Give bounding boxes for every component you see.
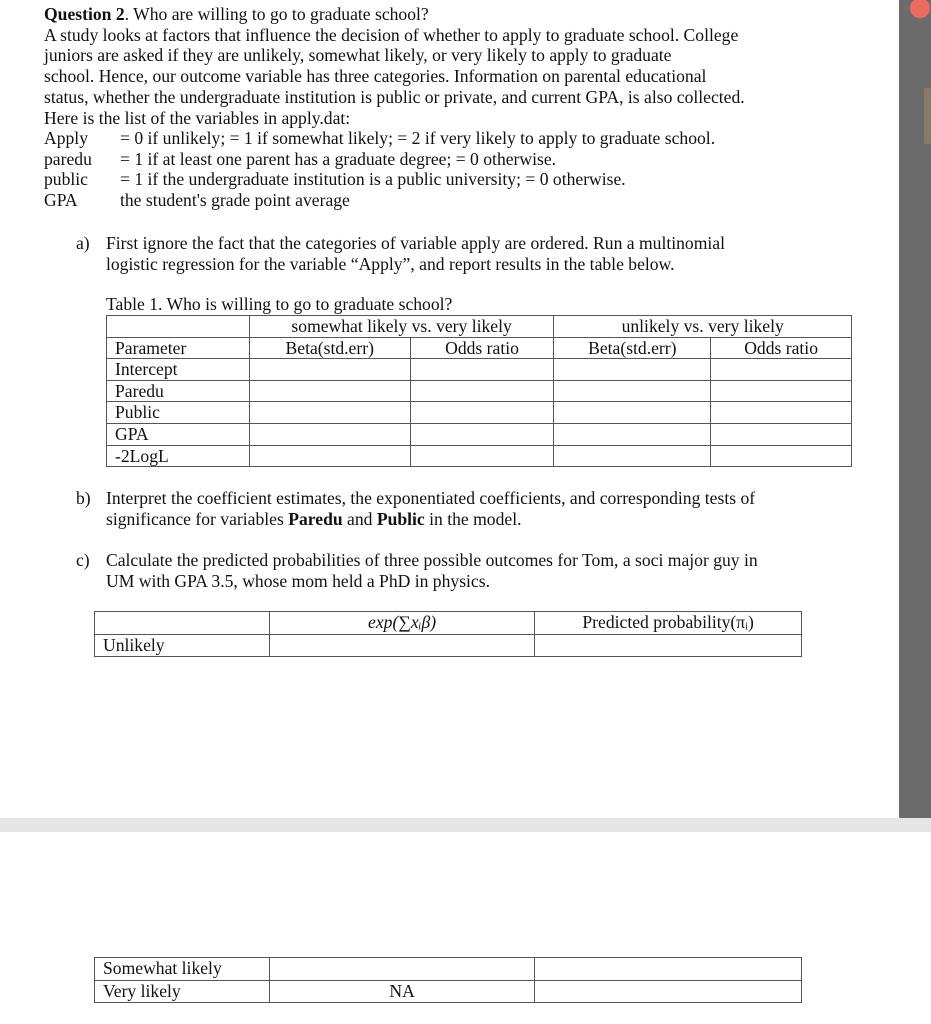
answer-cell[interactable] <box>249 445 410 467</box>
bold-paredu: Paredu <box>288 508 343 529</box>
col-header-odds: Odds ratio <box>711 337 852 359</box>
answer-cell[interactable] <box>554 445 711 467</box>
intro-line: Here is the list of the variables in apply.dat: <box>44 107 351 128</box>
group-header-somewhat: somewhat likely vs. very likely <box>249 316 554 338</box>
part-b-line: Interpret the coefficient estimates, the exponentiated coefficients, and corresponding tests of <box>106 488 756 508</box>
intro-line: school. Hence, our outcome variable has three categories. Information on parental educational <box>44 66 707 87</box>
part-a-line: First ignore the fact that the categories of variable apply are ordered. Run a multinomial <box>106 233 725 253</box>
variable-row <box>44 149 864 170</box>
answer-cell[interactable] <box>535 980 802 1003</box>
part-c-letter: c) <box>76 550 90 570</box>
intro-line: status, whether the undergraduate institution is public or private, and current GPA, is also collected. <box>44 86 745 107</box>
part-a-letter: a) <box>76 233 90 253</box>
part-c-line: UM with GPA 3.5, whose mom held a PhD in physics. <box>106 570 490 591</box>
table1-empty-cell <box>107 316 250 338</box>
part-a-line: logistic regression for the variable “Apply”, and report results in the table below. <box>106 253 675 274</box>
variable-name: Apply <box>44 128 88 148</box>
table-row <box>107 445 852 467</box>
answer-cell[interactable] <box>535 958 802 981</box>
part-a <box>76 233 866 274</box>
table-row <box>95 958 802 981</box>
question-intro <box>44 4 864 128</box>
answer-cell[interactable] <box>554 359 711 381</box>
variable-desc: = 1 if at least one parent has a graduate degree; = 0 otherwise. <box>120 148 557 169</box>
variable-row <box>44 169 864 190</box>
answer-cell[interactable] <box>711 402 852 424</box>
question-title: Question 2. Who are willing to go to graduate school? <box>44 4 429 24</box>
group-header-unlikely: unlikely vs. very likely <box>554 316 852 338</box>
variable-row <box>44 190 864 211</box>
intro-line: juniors are asked if they are unlikely, somewhat likely, or very likely to apply to graduate <box>44 45 672 66</box>
part-b-letter: b) <box>76 488 91 508</box>
intro-line: A study looks at factors that influence the decision of whether to apply to graduate school. College <box>44 24 739 45</box>
table-row <box>107 359 852 381</box>
variable-name: paredu <box>44 148 92 169</box>
prediction-header-row <box>95 612 802 635</box>
answer-cell[interactable] <box>711 445 852 467</box>
col-header-beta: Beta(std.err) <box>554 337 711 359</box>
page-separator <box>0 818 931 832</box>
question-title-bold: Question 2 <box>44 4 125 24</box>
na-cell: NA <box>269 980 535 1003</box>
answer-cell[interactable] <box>535 634 802 657</box>
part-b <box>76 488 866 529</box>
header-exp-sum: exp(∑xᵢβ) <box>269 612 535 635</box>
answer-cell[interactable] <box>249 423 410 445</box>
variable-desc: = 0 if unlikely; = 1 if somewhat likely; = 2 if very likely to apply to graduate school. <box>120 128 716 148</box>
answer-cell[interactable] <box>711 423 852 445</box>
variable-row <box>44 128 864 149</box>
prediction-table-continued <box>94 957 802 1003</box>
answer-cell[interactable] <box>249 380 410 402</box>
variable-list <box>44 128 864 211</box>
prediction-empty-cell <box>95 612 270 635</box>
variable-desc: = 1 if the undergraduate institution is a public university; = 0 otherwise. <box>120 169 626 190</box>
row-label: Very likely <box>95 980 270 1003</box>
row-label: Public <box>107 402 250 424</box>
answer-cell[interactable] <box>269 634 535 657</box>
table-row <box>107 423 852 445</box>
table-row <box>95 634 802 657</box>
row-label: Unlikely <box>95 634 270 657</box>
part-c-line: Calculate the predicted probabilities of three possible outcomes for Tom, a soci major guy in <box>106 550 758 570</box>
part-c <box>76 550 866 591</box>
col-header-odds: Odds ratio <box>410 337 554 359</box>
answer-cell[interactable] <box>249 359 410 381</box>
table-row <box>107 380 852 402</box>
row-label: GPA <box>107 423 250 445</box>
bold-public: Public <box>376 508 425 529</box>
header-predicted-probability: Predicted probability(πᵢ) <box>535 612 802 635</box>
table1-column-header-row <box>107 337 852 359</box>
answer-cell[interactable] <box>410 423 554 445</box>
row-label: Intercept <box>107 359 250 381</box>
thumbnail-preview[interactable] <box>924 88 931 144</box>
answer-cell[interactable] <box>711 380 852 402</box>
regression-table <box>106 315 852 467</box>
variable-desc: the student's grade point average <box>120 190 350 211</box>
table1-caption: Table 1. Who is willing to go to graduate school? <box>106 294 453 314</box>
variable-name: GPA <box>44 190 78 211</box>
answer-cell[interactable] <box>269 958 535 981</box>
part-b-line: significance for variables Paredu and Public in the model. <box>106 508 522 529</box>
table1-group-header-row <box>107 316 852 338</box>
answer-cell[interactable] <box>554 423 711 445</box>
table-row <box>107 402 852 424</box>
answer-cell[interactable] <box>410 445 554 467</box>
answer-cell[interactable] <box>554 402 711 424</box>
row-label: Somewhat likely <box>95 958 270 981</box>
col-header-parameter: Parameter <box>107 337 250 359</box>
answer-cell[interactable] <box>249 402 410 424</box>
prediction-table <box>94 611 802 657</box>
variable-name: public <box>44 169 88 190</box>
answer-cell[interactable] <box>410 402 554 424</box>
row-label: Paredu <box>107 380 250 402</box>
answer-cell[interactable] <box>711 359 852 381</box>
answer-cell[interactable] <box>410 359 554 381</box>
row-label: -2LogL <box>107 445 250 467</box>
table-row <box>95 980 802 1003</box>
answer-cell[interactable] <box>554 380 711 402</box>
col-header-beta: Beta(std.err) <box>249 337 410 359</box>
answer-cell[interactable] <box>410 380 554 402</box>
